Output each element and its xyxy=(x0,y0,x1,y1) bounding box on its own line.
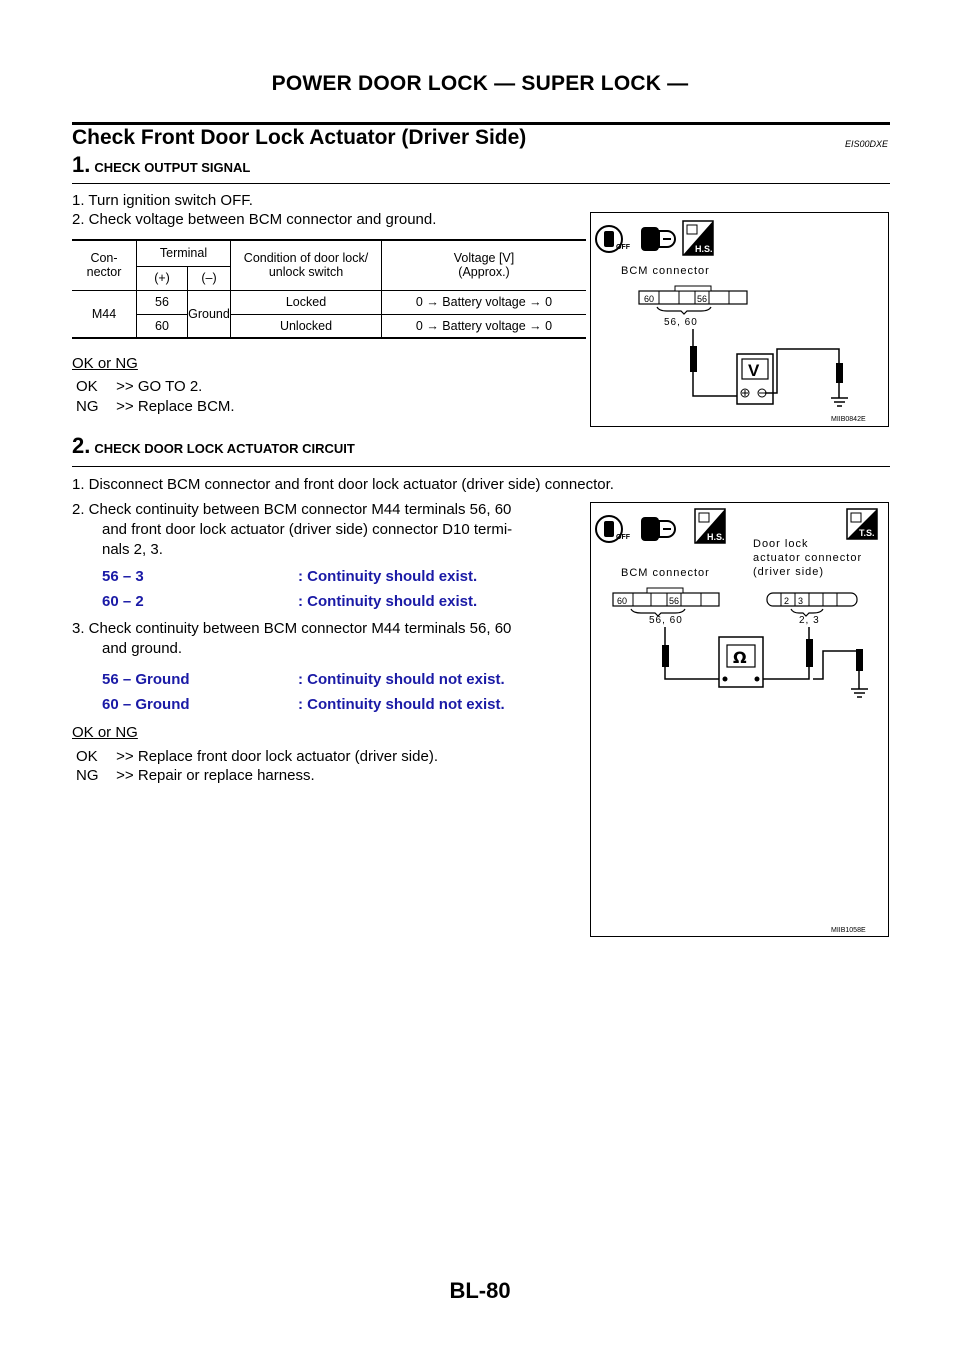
step2-heading xyxy=(72,433,355,459)
spec-line xyxy=(102,568,477,593)
step2-line2b: and front door lock actuator (driver side) connector D10 termi- xyxy=(102,521,513,538)
connector-disconnect-icon xyxy=(641,517,675,541)
pin-56-label: 56 xyxy=(669,596,680,606)
figure-continuity xyxy=(590,502,889,937)
spec-line xyxy=(102,696,505,721)
svg-text:H.S.: H.S. xyxy=(707,532,725,542)
step1-line2: 2. Check voltage between BCM connector and ground. xyxy=(72,211,437,228)
spec-line xyxy=(102,671,505,696)
ignition-key-icon xyxy=(596,226,631,252)
cell-condition: Locked xyxy=(231,290,382,314)
meter-symbol: V xyxy=(748,361,760,380)
connector-disconnect-icon xyxy=(641,227,675,251)
header-divider xyxy=(72,122,890,125)
ok-value: >> GO TO 2. xyxy=(116,378,203,395)
door-lock-label-1: Door lock xyxy=(753,538,809,550)
pin-60-label: 60 xyxy=(617,596,628,606)
ground-symbol-icon xyxy=(851,689,868,697)
ng-value: >> Repair or replace harness. xyxy=(116,767,315,784)
harness-side-icon xyxy=(695,509,725,543)
step2-ng-result xyxy=(76,766,315,786)
step1-number: 1. xyxy=(72,152,91,177)
spec-line xyxy=(102,593,477,618)
spec-result: : Continuity should not exist. xyxy=(298,696,505,713)
col-connector: Con- nector xyxy=(72,240,137,290)
step1-title: CHECK OUTPUT SIGNAL xyxy=(94,160,251,175)
figure-bcm-voltage xyxy=(590,212,889,427)
col-plus: (+) xyxy=(137,266,188,290)
step2-line3b: and ground. xyxy=(102,640,183,657)
cell-condition: Unlocked xyxy=(231,314,382,338)
bcm-voltage-diagram xyxy=(591,213,888,426)
step2-line2a: 2. Check continuity between BCM connector M44 terminals 56, 60 xyxy=(72,501,512,518)
step2-line2c: nals 2, 3. xyxy=(102,541,163,558)
terminals-2-3-label: 2, 3 xyxy=(799,615,820,626)
table-row xyxy=(72,314,586,338)
figure1-code: MIIB0842E xyxy=(831,416,866,423)
spec-pair: 60 – Ground xyxy=(102,696,190,713)
terminals-56-60-label: 56, 60 xyxy=(664,317,698,328)
meter-symbol: Ω xyxy=(733,648,747,667)
step2-title: CHECK DOOR LOCK ACTUATOR CIRCUIT xyxy=(94,441,355,456)
cell-connector: M44 xyxy=(72,290,137,338)
spec-pair: 60 – 2 xyxy=(102,593,144,610)
col-condition: Condition of door lock/ unlock switch xyxy=(231,240,382,290)
pin-60-label: 60 xyxy=(644,294,655,304)
pin-56-label: 56 xyxy=(697,294,708,304)
pin-2-label: 2 xyxy=(784,596,790,606)
col-minus: (–) xyxy=(188,266,231,290)
spec-pair: 56 – Ground xyxy=(102,671,190,688)
ng-value: >> Replace BCM. xyxy=(116,398,235,415)
continuity-diagram xyxy=(591,503,888,936)
section-code: EIS00DXE xyxy=(844,139,888,149)
door-lock-label-3: (driver side) xyxy=(753,566,825,578)
svg-text:H.S.: H.S. xyxy=(695,244,713,254)
svg-text:OFF: OFF xyxy=(616,244,630,251)
step1-line1: 1. Turn ignition switch OFF. xyxy=(72,192,253,209)
step1-ok-result xyxy=(76,377,202,397)
ng-key: NG xyxy=(76,767,99,784)
spec-result: : Continuity should not exist. xyxy=(298,671,505,688)
step2-divider xyxy=(72,466,890,467)
voltmeter-icon xyxy=(737,354,773,404)
step1-ng-result xyxy=(76,397,235,417)
terminals-56-60-label: 56, 60 xyxy=(649,615,683,626)
continuity-spec-2 xyxy=(102,671,505,721)
cell-ground: Ground xyxy=(188,290,231,338)
svg-text:OFF: OFF xyxy=(616,534,630,541)
ground-symbol-icon xyxy=(831,383,848,406)
cell-plus: 60 xyxy=(137,314,188,338)
pin-3-label: 3 xyxy=(798,596,804,606)
cell-plus: 56 xyxy=(137,290,188,314)
page-number: BL-80 xyxy=(449,1278,511,1303)
step1-heading xyxy=(72,152,250,178)
door-lock-label-2: actuator connector xyxy=(753,552,863,564)
voltage-table xyxy=(72,239,586,339)
step2-number: 2. xyxy=(72,433,91,458)
bcm-connector-label: BCM connector xyxy=(621,567,710,579)
col-terminal: Terminal xyxy=(137,240,231,266)
table-row xyxy=(72,290,586,314)
step2-line3a: 3. Check continuity between BCM connector M44 terminals 56, 60 xyxy=(72,620,512,637)
ignition-key-icon xyxy=(596,516,631,542)
terminal-side-icon xyxy=(847,509,877,539)
cell-voltage: 0 → Battery voltage → 0 xyxy=(382,290,587,314)
step1-divider xyxy=(72,183,890,184)
bcm-connector-label: BCM connector xyxy=(621,265,710,277)
ok-value: >> Replace front door lock actuator (driver side). xyxy=(116,748,438,765)
step2-ok-ng: OK or NG xyxy=(72,724,138,741)
ng-key: NG xyxy=(76,398,99,415)
harness-side-icon xyxy=(683,221,713,255)
figure2-code: MIIB1058E xyxy=(831,927,866,934)
ohmmeter-icon xyxy=(719,637,763,687)
continuity-spec-1 xyxy=(102,568,477,618)
col-voltage: Voltage [V] (Approx.) xyxy=(382,240,587,290)
page-header-title: POWER DOOR LOCK — SUPER LOCK — xyxy=(271,72,689,95)
ok-key: OK xyxy=(76,748,98,765)
cell-voltage: 0 → Battery voltage → 0 xyxy=(415,318,553,333)
ok-key: OK xyxy=(76,378,98,395)
step2-ok-result xyxy=(76,747,438,767)
section-title: Check Front Door Lock Actuator (Driver Side) xyxy=(72,126,527,149)
step2-line1: 1. Disconnect BCM connector and front door lock actuator (driver side) connector. xyxy=(72,476,614,493)
svg-text:T.S.: T.S. xyxy=(859,528,875,538)
step1-ok-ng: OK or NG xyxy=(72,355,138,372)
spec-pair: 56 – 3 xyxy=(102,568,144,585)
spec-result: : Continuity should exist. xyxy=(298,593,478,610)
spec-result: : Continuity should exist. xyxy=(298,568,478,585)
voltage-table-wrap xyxy=(72,239,586,339)
